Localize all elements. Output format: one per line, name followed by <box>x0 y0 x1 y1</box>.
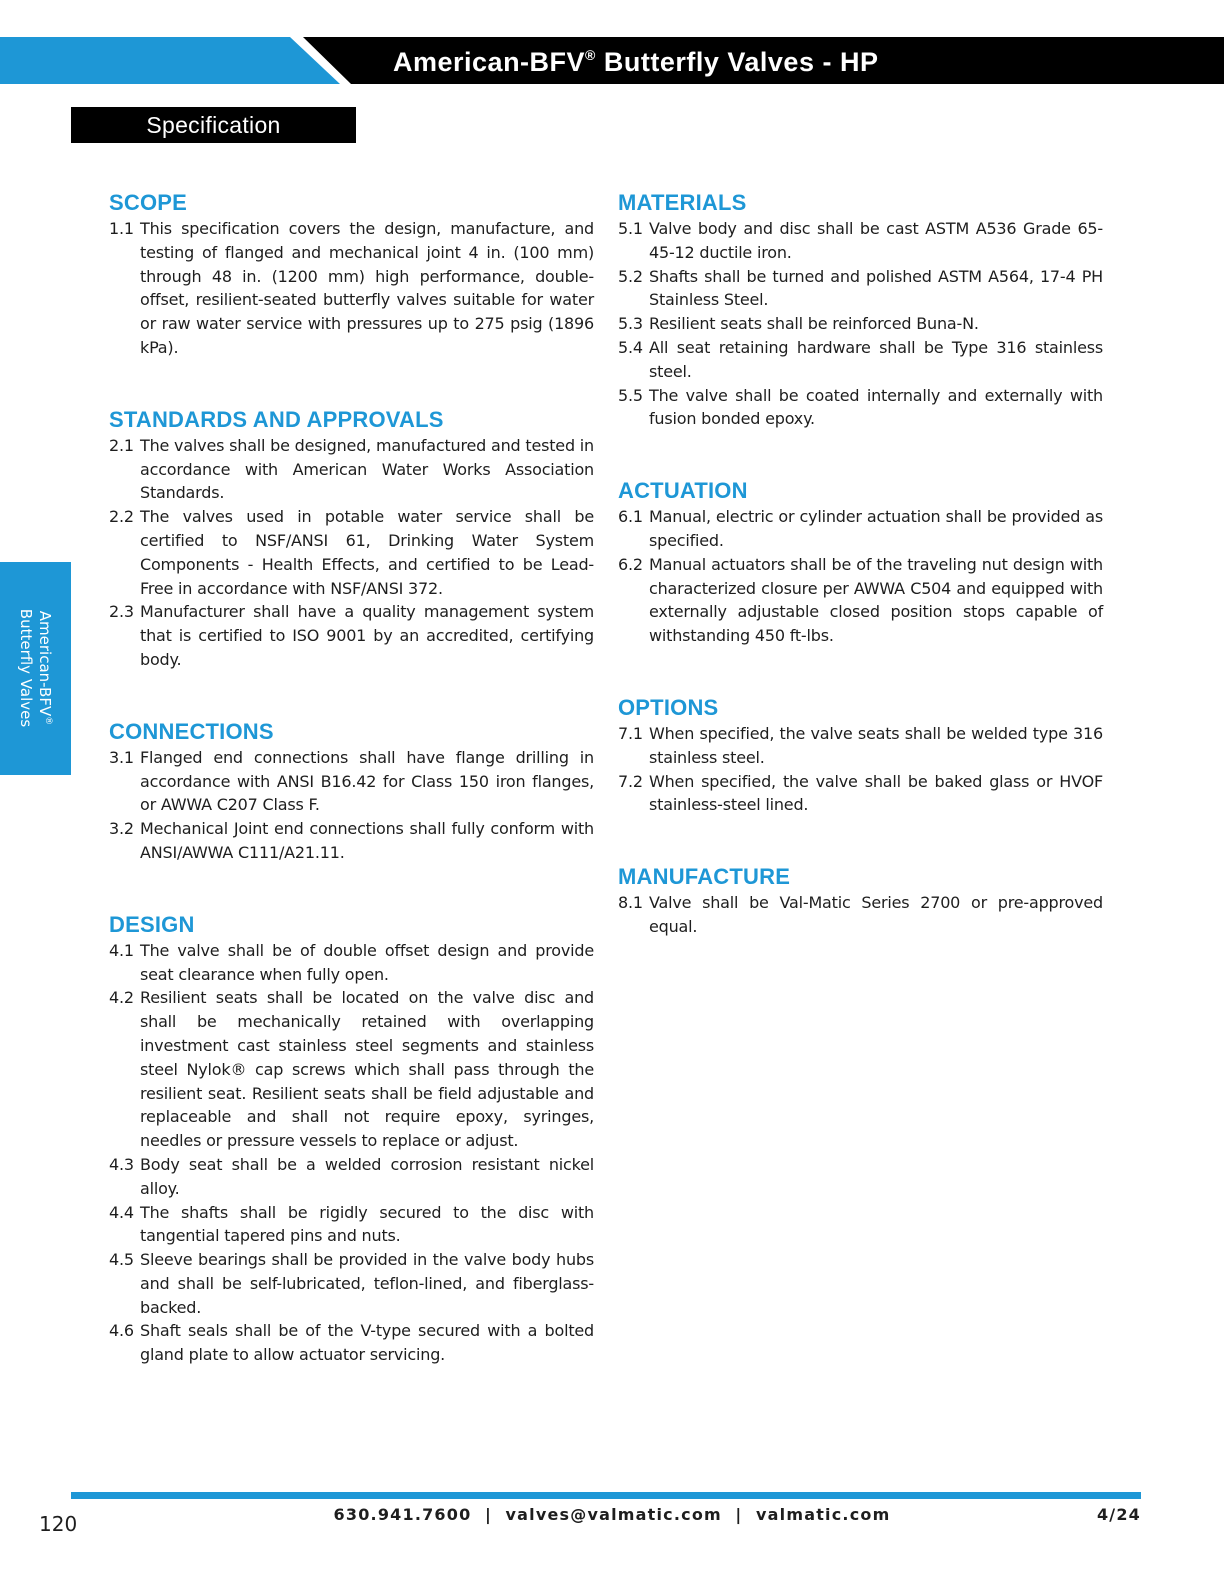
spec-item: 2.2 The valves used in potable water service shall be certified to NSF/ANSI 61, Drinking Water System Components - Health Effects, and certified to be Lead-Free in accordance with NSF/ANSI 372. <box>109 507 594 598</box>
spec-item: 7.1 When specified, the valve seats shall be welded type 316 stainless steel. <box>618 723 1103 767</box>
section-materials <box>618 190 1103 431</box>
spec-item: 4.4 The shafts shall be rigidly secured to the disc with tangential tapered pins and nuts. <box>109 1202 594 1246</box>
footer-rule <box>71 1492 1141 1499</box>
side-tab-label: American-BFV® Butterfly Valves <box>17 608 54 728</box>
spec-item: 5.2 Shafts shall be turned and polished ASTM A564, 17-4 PH Stainless Steel. <box>618 266 1103 310</box>
spec-item: 1.1 This specification covers the design, manufacture, and testing of flanged and mechanical joint 4 in. (100 mm) through 48 in. (1200 mm) high performance, double-offset, resilient-seated butterfly valves suitable for water or raw water service with pressures up to 275 psig (1896 kPa). <box>109 219 594 357</box>
spec-item: 4.5 Sleeve bearings shall be provided in the valve body hubs and shall be self-lubricated, teflon-lined, and fiberglass-backed. <box>109 1250 594 1317</box>
section-heading: MATERIALS <box>618 190 747 215</box>
spec-item: 6.2 Manual actuators shall be of the traveling nut design with characterized closure per AWWA C504 and equipped with externally adjustable closed position stops capable of withstanding 450 ft-lbs. <box>618 554 1103 646</box>
spec-item: 5.3 Resilient seats shall be reinforced Buna-N. <box>618 314 979 334</box>
section-heading: SCOPE <box>109 190 188 215</box>
footer-contact: 630.941.7600 | valves@valmatic.com | valmatic.com <box>333 1505 891 1524</box>
section-options <box>618 695 1103 817</box>
section-heading: CONNECTIONS <box>109 718 274 744</box>
section-heading: ACTUATION <box>618 478 748 504</box>
spec-item: 5.4 All seat retaining hardware shall be Type 316 stainless steel. <box>618 337 1103 381</box>
section-standards <box>109 407 594 672</box>
left-column <box>109 190 594 1414</box>
section-actuation <box>618 478 1103 648</box>
spec-item: 4.2 Resilient seats shall be located on the valve disc and shall be mechanically retained with overlapping investment cast stainless steel segments and stainless steel Nylok® cap screws which shall pass through the resilient seat. Resilient seats shall be field adjustable and replaceable and shall not require epoxy, syringes, needles or pressure vessels to replace or adjust. <box>109 988 594 1151</box>
footer-date: 4/24 <box>1096 1505 1141 1524</box>
section-manufacture <box>618 864 1103 939</box>
spec-item: 6.1 Manual, electric or cylinder actuation shall be provided as specified. <box>618 507 1103 550</box>
section-heading: DESIGN <box>109 911 195 937</box>
spec-item: 5.1 Valve body and disc shall be cast ASTM A536 Grade 65-45-12 ductile iron. <box>618 219 1103 262</box>
spec-item: 5.5 The valve shall be coated internally and externally with fusion bonded epoxy. <box>618 385 1103 429</box>
spec-item: 7.2 When specified, the valve shall be baked glass or HVOF stainless-steel lined. <box>618 771 1103 815</box>
section-scope <box>109 190 594 360</box>
spec-item: 8.1 Valve shall be Val-Matic Series 2700 or pre-approved equal. <box>618 893 1103 936</box>
page-title: American-BFV® Butterfly Valves - HP <box>393 47 879 77</box>
section-heading: STANDARDS AND APPROVALS <box>109 406 444 432</box>
spec-item: 4.6 Shaft seals shall be of the V-type secured with a bolted gland plate to allow actuator servicing. <box>109 1321 594 1365</box>
spec-item: 3.1 Flanged end connections shall have flange drilling in accordance with ANSI B16.42 for Class 150 iron flanges, or AWWA C207 Class F. <box>109 747 594 815</box>
section-connections <box>109 719 594 865</box>
right-column <box>618 190 1103 986</box>
section-heading: OPTIONS <box>618 694 719 720</box>
spec-item: 2.3 Manufacturer shall have a quality management system that is certified to ISO 9001 by an accredited, certifying body. <box>109 602 594 669</box>
side-tab <box>0 562 71 775</box>
spec-item: 3.2 Mechanical Joint end connections shall fully conform with ANSI/AWWA C111/A21.11. <box>109 819 594 862</box>
section-design <box>109 912 594 1367</box>
spec-item: 2.1 The valves shall be designed, manufactured and tested in accordance with American Water Works Association Standards. <box>109 435 594 503</box>
spec-item: 4.3 Body seat shall be a welded corrosion resistant nickel alloy. <box>109 1154 594 1198</box>
section-tag: Specification <box>71 107 356 143</box>
header-accent-bar <box>0 37 340 84</box>
page-number: 120 <box>39 1512 78 1536</box>
section-heading: MANUFACTURE <box>618 864 791 890</box>
spec-item: 4.1 The valve shall be of double offset design and provide seat clearance when fully open. <box>109 940 594 984</box>
